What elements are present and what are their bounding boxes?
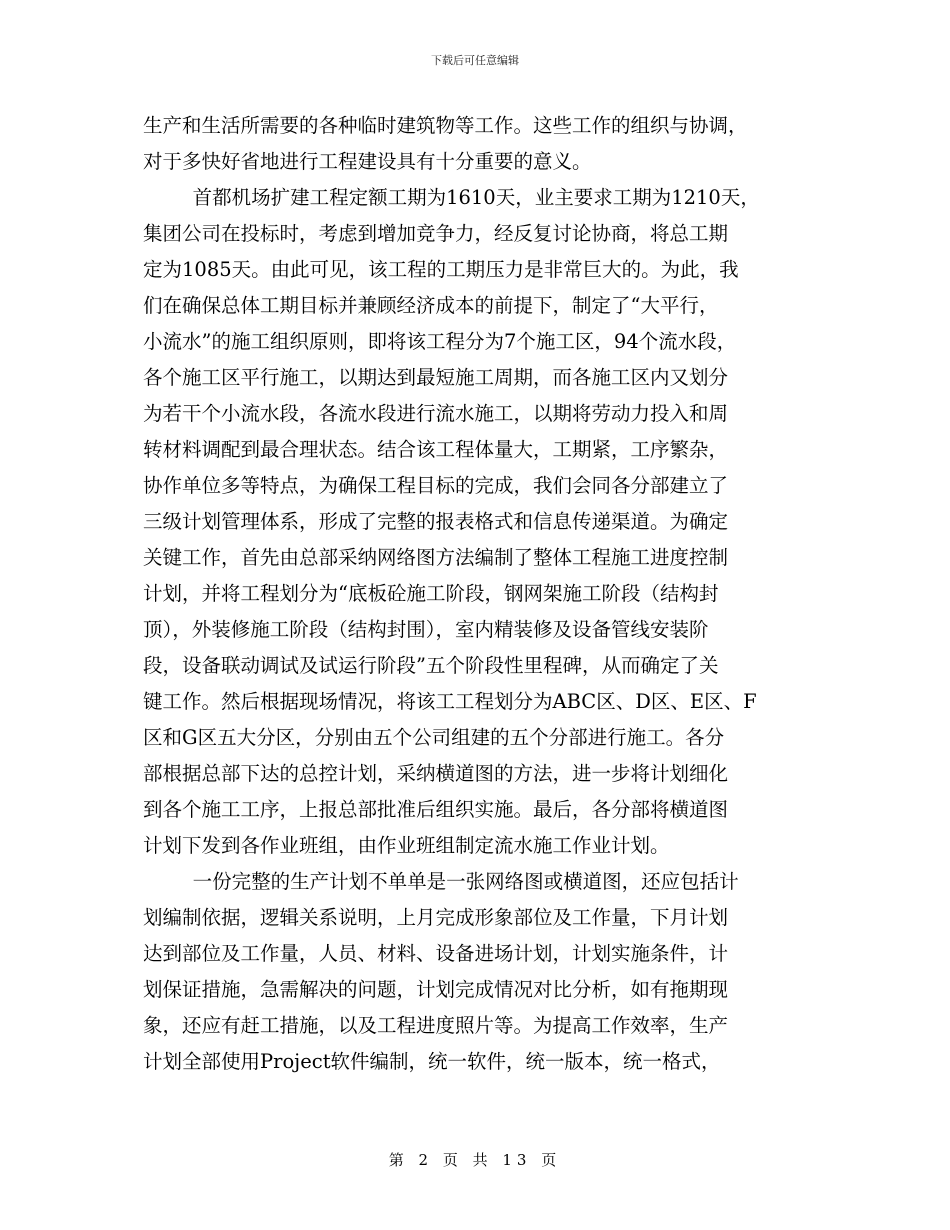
document-body xyxy=(143,108,823,1080)
body-line: 定为1085天。由此可见，该工程的工期压力是非常巨大的。为此，我 xyxy=(143,258,739,281)
body-line: 各个施工区平行施工，以期达到最短施工周期，而各施工区内又划分 xyxy=(143,366,729,389)
body-line: 达到部位及工作量，人员、材料、设备进场计划，计划实施条件，计 xyxy=(143,942,729,965)
body-line: 顶），外装修施工阶段（结构封围），室内精装修及设备管线安装阶 xyxy=(143,618,709,641)
body-line: 集团公司在投标时，考虑到增加竞争力，经反复讨论协商，将总工期 xyxy=(143,222,729,245)
body-line: 们在确保总体工期目标并兼顾经济成本的前提下，制定了“大平行， xyxy=(143,294,719,317)
body-line: 关键工作，首先由总部采纳网络图方法编制了整体工程施工进度控制 xyxy=(143,546,729,569)
body-line: 生产和生活所需要的各种临时建筑物等工作。这些工作的组织与协调， xyxy=(143,114,748,137)
body-line: 对于多快好省地进行工程建设具有十分重要的意义。 xyxy=(143,150,592,173)
body-line: 象，还应有赶工措施，以及工程进度照片等。为提高工作效率，生产 xyxy=(143,1014,729,1037)
body-line: 划编制依据，逻辑关系说明，上月完成形象部位及工作量，下月计划 xyxy=(143,906,729,929)
body-line: 计划全部使用Project软件编制，统一软件，统一版本，统一格式， xyxy=(143,1050,721,1073)
body-line: 区和G区五大分区，分别由五个公司组建的五个分部进行施工。各分 xyxy=(143,726,725,749)
body-line: 计划下发到各作业班组，由作业班组制定流水施工作业计划。 xyxy=(143,834,670,857)
body-line: 部根据总部下达的总控计划，采纳横道图的方法，进一步将计划细化 xyxy=(143,762,729,785)
body-line: 计划，并将工程划分为“底板砼施工阶段，钢网架施工阶段（结构封 xyxy=(143,582,719,605)
body-line: 到各个施工工序，上报总部批准后组织实施。最后，各分部将横道图 xyxy=(143,798,729,821)
body-line: 协作单位多等特点，为确保工程目标的完成，我们会同各分部建立了 xyxy=(143,474,729,497)
body-line: 一份完整的生产计划不单单是一张网络图或横道图，还应包括计 xyxy=(143,870,739,893)
page-number-footer: 第 2 页 共 13 页 xyxy=(388,1151,562,1169)
body-line: 段，设备联动调试及试运行阶段”五个阶段性里程碑，从而确定了关 xyxy=(143,654,719,677)
body-line: 划保证措施，急需解决的问题，计划完成情况对比分析，如有拖期现 xyxy=(143,978,729,1001)
body-line: 三级计划管理体系，形成了完整的报表格式和信息传递渠道。为确定 xyxy=(143,510,729,533)
body-line: 键工作。然后根据现场情况，将该工工程划分为ABC区、D区、E区、F xyxy=(143,690,757,713)
page-header: 下载后可任意编辑 xyxy=(431,54,519,67)
body-line: 为若干个小流水段，各流水段进行流水施工，以期将劳动力投入和周 xyxy=(143,402,729,425)
body-line: 小流水”的施工组织原则，即将该工程分为7个施工区，94个流水段， xyxy=(143,330,737,353)
body-line: 转材料调配到最合理状态。结合该工程体量大，工期紧，工序繁杂， xyxy=(143,438,729,461)
body-line: 首都机场扩建工程定额工期为1610天，业主要求工期为1210天， xyxy=(143,186,760,209)
